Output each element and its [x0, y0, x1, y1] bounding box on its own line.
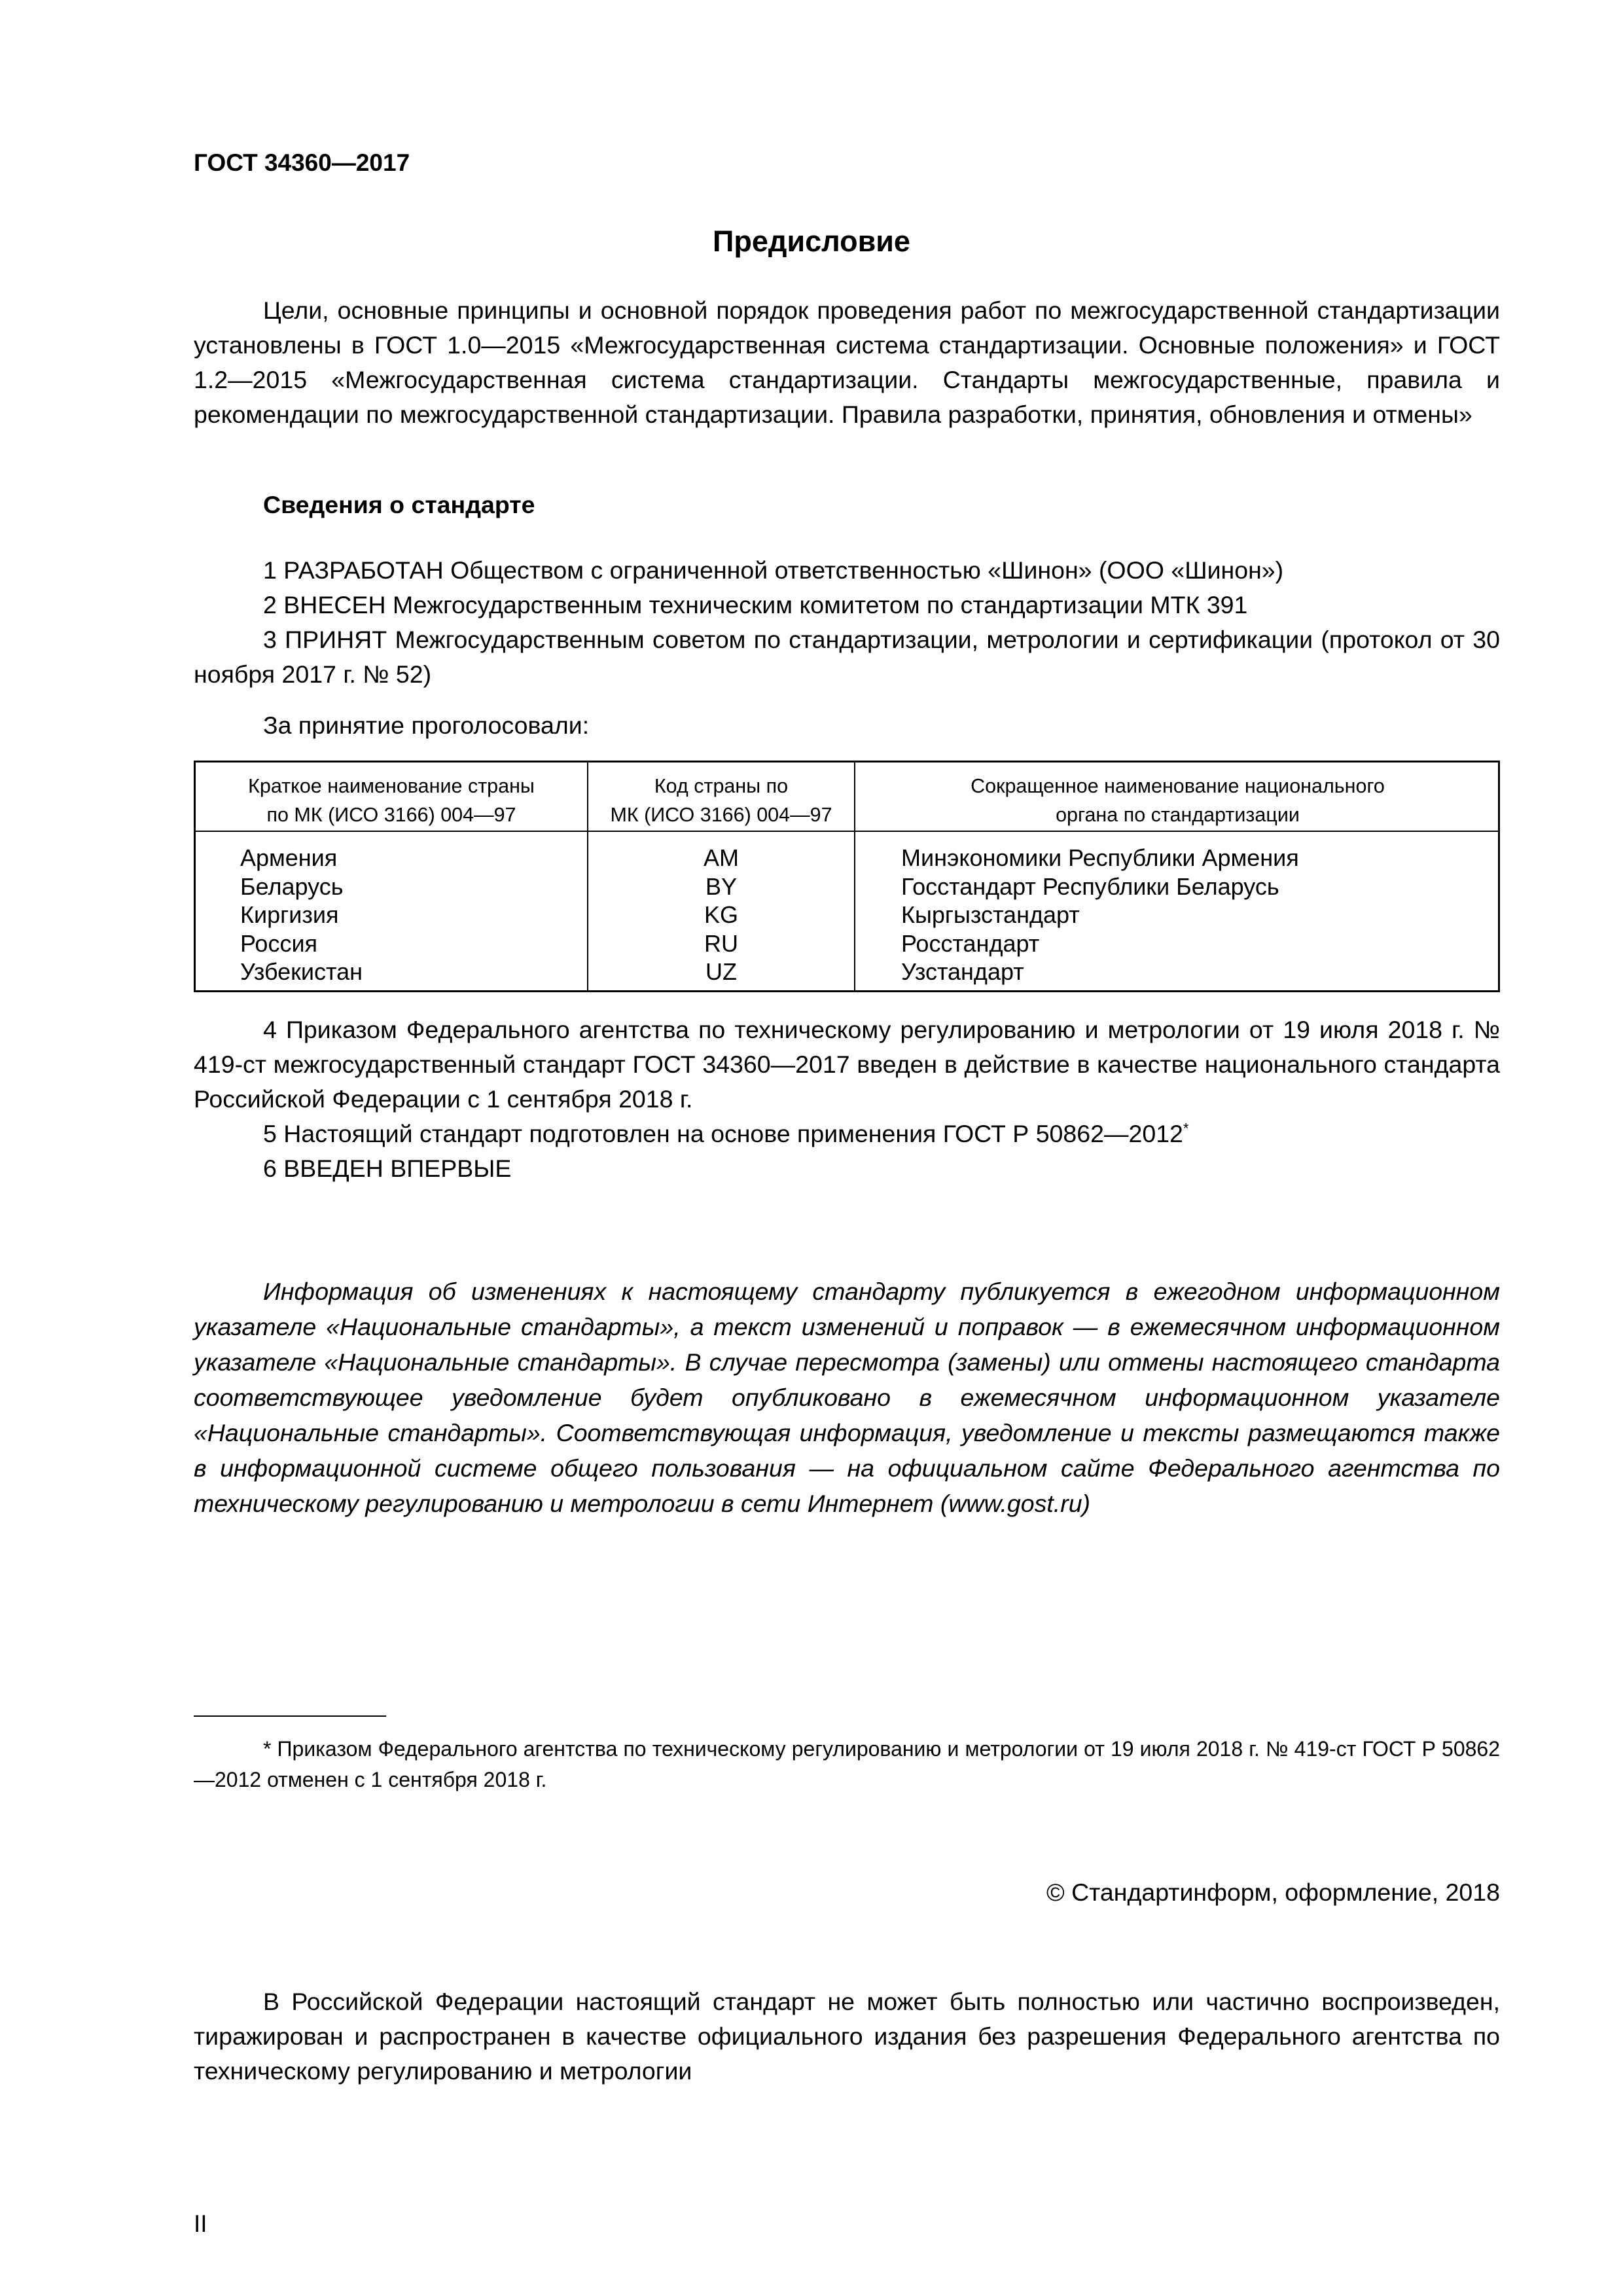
header-body-line: органа по стандартизации	[1056, 804, 1300, 826]
table-cell-body: Кыргызстандарт	[901, 901, 1080, 928]
item-5	[194, 1117, 1500, 1151]
table-cell-body: Росстандарт	[901, 929, 1040, 957]
footnote: * Приказом Федерального агентства по техническому регулированию и метрологии от 19 июля 2018 г. № 419-ст ГОСТ Р 50862—2012 отменен с 1 сентября 2018 г.	[194, 1737, 1500, 1791]
header-body	[855, 772, 1500, 829]
header-body-line: Сокращенное наименование национального	[971, 775, 1385, 797]
legal-paragraph: В Российской Федерации настоящий стандарт не может быть полностью или частично воспроизведен, тиражирован и распространен в качестве официального издания без разрешения Федерального агентства по техническому регулированию и метрологии	[194, 1988, 1500, 2085]
table-cell-code: AM	[704, 844, 739, 871]
footnote-separator	[194, 1715, 386, 1717]
page-title: Предисловие	[713, 224, 910, 258]
table-cell-body: Минэкономики Республики Армения	[901, 844, 1299, 871]
notice-paragraph: Информация об изменениях к настоящему стандарту публикуется в ежегодном информационном указателе «Национальные стандарты», а текст изменений и поправок — в ежемесячном информационном указателе «Национальные стандарты». В случае пересмотра (замены) или отмены настоящего стандарта соответствующее уведомление будет опубликовано в ежемесячном информационном указателе «Национальные стандарты». Соответствующая информация, уведомление и тексты размещаются также в информационной системе общего пользования — на официальном сайте Федерального агентства по техническому регулированию и метрологии в сети Интернет (www.gost.ru)	[194, 1278, 1500, 1517]
table-header-divider	[196, 831, 1498, 832]
info-heading: Сведения о стандарте	[263, 491, 535, 518]
voting-table	[194, 761, 1500, 992]
intro-paragraph: Цели, основные принципы и основной порядок проведения работ по межгосударственной стандартизации установлены в ГОСТ 1.0—2015 «Межгосударственная система стандартизации. Основные положения» и ГОСТ 1.2—2015 «Межгосударственная система стандартизации. Стандарты межгосударственные, правила и рекомендации по межгосударственной стандартизации. Правила разработки, принятия, обновления и отмены»	[194, 296, 1500, 428]
code-column	[588, 844, 854, 986]
item-1: 1 РАЗРАБОТАН Обществом с ограниченной ответственностью «Шинон» (ООО «Шинон»)	[263, 556, 1284, 584]
table-cell-body: Госстандарт Республики Беларусь	[901, 872, 1279, 900]
item-6: 6 ВВЕДЕН ВПЕРВЫЕ	[263, 1155, 512, 1182]
header-code-line: МК (ИСО 3166) 004—97	[610, 804, 832, 826]
header-country-line: по МК (ИСО 3166) 004—97	[266, 804, 516, 826]
item-4: 4 Приказом Федерального агентства по техническому регулированию и метрологии от 19 июля 2018 г. № 419-ст межгосударственный стандарт ГОСТ 34360—2017 введен в действие в качестве национального стандарта Российской Федерации с 1 сентября 2018 г.	[194, 1016, 1500, 1113]
copyright: © Стандартинформ, оформление, 2018	[1046, 1878, 1500, 1906]
page-number: II	[194, 2210, 207, 2237]
table-cell-code: BY	[705, 872, 738, 900]
table-cell-country: Армения	[240, 844, 338, 871]
table-cell-country: Киргизия	[240, 901, 339, 928]
table-cell-body: Узстандарт	[901, 958, 1024, 985]
document-code: ГОСТ 34360—2017	[194, 149, 410, 176]
table-cell-code: KG	[704, 901, 738, 928]
header-country-line: Краткое наименование страны	[248, 775, 535, 797]
item-2: 2 ВНЕСЕН Межгосударственным техническим комитетом по стандартизации МТК 391	[263, 591, 1248, 619]
item-3: 3 ПРИНЯТ Межгосударственным советом по стандартизации, метрологии и сертификации (протокол от 30 ноября 2017 г. № 52)	[194, 626, 1500, 688]
table-cell-country: Россия	[240, 929, 318, 957]
footnote-mark: *	[1183, 1120, 1189, 1137]
header-code-line: Код страны по	[654, 775, 789, 797]
table-cell-code: UZ	[705, 958, 737, 985]
table-cell-code: RU	[704, 929, 738, 957]
header-code	[588, 772, 854, 829]
table-cell-country: Узбекистан	[240, 958, 363, 985]
item-5-text: 5 Настоящий стандарт подготовлен на основе применения ГОСТ Р 50862—2012	[263, 1120, 1183, 1147]
country-column	[240, 844, 363, 986]
vote-intro: За принятие проголосовали:	[263, 711, 590, 739]
body-column	[901, 844, 1299, 986]
table-cell-country: Беларусь	[240, 872, 344, 900]
header-country	[196, 772, 587, 829]
